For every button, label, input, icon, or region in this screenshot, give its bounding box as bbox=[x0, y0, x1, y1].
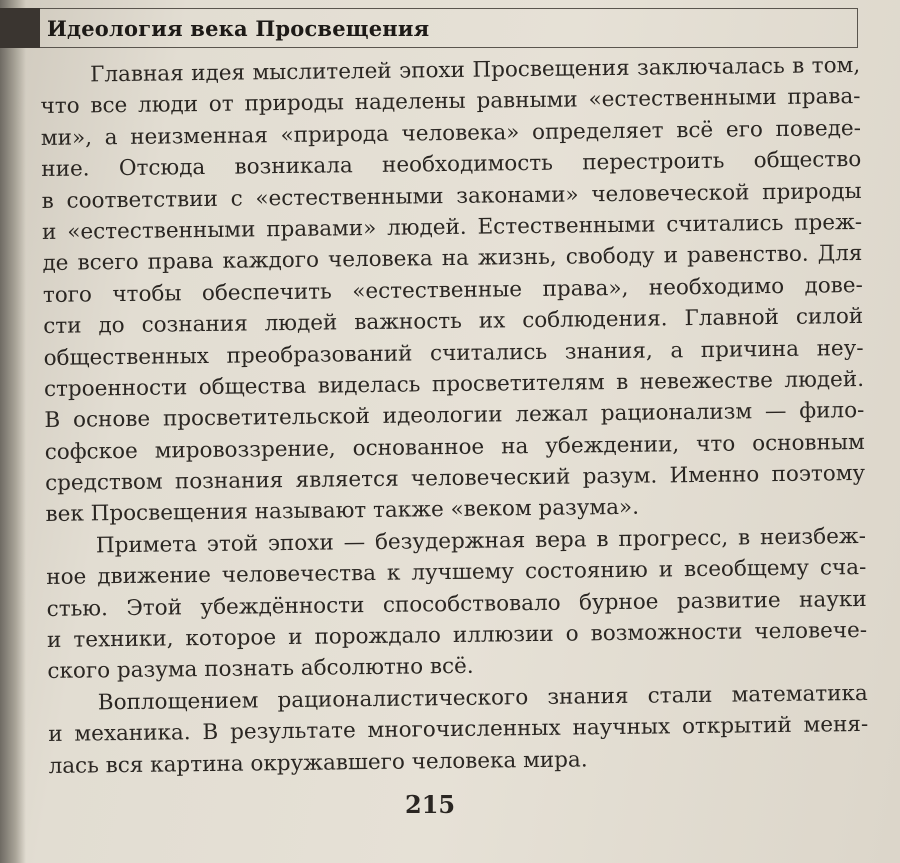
paragraph-1-line: ми», а неизменная «природа человека» определяет всё его поведе- bbox=[40, 115, 862, 151]
body-text bbox=[40, 50, 879, 782]
paragraph-1-line: в соответствии с «естественными законами» человеческой природы bbox=[41, 178, 862, 214]
paragraph-1-line: средством познания является человеческий разум. Именно поэтому bbox=[45, 461, 866, 497]
paragraph-1-line: В основе просветительской идеологии лежал рационализм — фило- bbox=[44, 398, 865, 434]
paragraph-1-line: общественных преобразований считались знания, а причина неу- bbox=[43, 335, 864, 371]
paragraph-1-line: век Просвещения называют также «веком разума». bbox=[45, 495, 640, 528]
section-title: Идеология века Просвещения bbox=[47, 16, 430, 41]
paragraph-2-line: Примета этой эпохи — безудержная вера в прогресс, в неизбеж- bbox=[95, 523, 867, 559]
paragraph-2-line: ное движение человечества к лучшему состоянию и всеобщему сча- bbox=[46, 555, 867, 591]
paragraph-1-line: что все люди от природы наделены равными «естественными права- bbox=[40, 84, 861, 120]
paragraph-3-line: и механика. В результате многочисленных научных открытий меня- bbox=[48, 712, 869, 748]
paragraph-1-line: софское мировоззрение, основанное на убеждении, что основным bbox=[44, 429, 865, 465]
paragraph-3-line: Воплощением рационалистического знания стали математика bbox=[97, 680, 868, 716]
paragraph-1-line: Главная идея мыслителей эпохи Просвещения заключалась в том, bbox=[90, 52, 861, 88]
paragraph-1-line: де всего права каждого человека на жизнь, свободу и равенство. Для bbox=[42, 241, 863, 277]
paragraph-3-line: лась вся картина окружавшего человека мира. bbox=[48, 746, 588, 779]
page-number: 215 bbox=[405, 790, 456, 819]
page-gutter-shadow bbox=[0, 0, 26, 863]
paragraph-1-line: того чтобы обеспечить «естественные права», необходимо дове- bbox=[42, 272, 863, 308]
paragraph-2-line: и техники, которое и порождало иллюзии о возможности человече- bbox=[46, 617, 868, 653]
header-marker-bar bbox=[0, 8, 40, 48]
paragraph-2-line: ского разума познать абсолютно всё. bbox=[47, 654, 474, 685]
paragraph-2-line: стью. Этой убеждённости способствовало бурное развитие науки bbox=[46, 586, 867, 622]
paragraph-1-line: ние. Отсюда возникала необходимость перестроить общество bbox=[41, 147, 862, 183]
paragraph-1-line: и «естественными правами» людей. Естественными считались преж- bbox=[41, 209, 863, 245]
paragraph-1-line: строенности общества виделась просветителям в невежестве людей. bbox=[43, 366, 865, 402]
paragraph-1-line: сти до сознания людей важность их соблюдения. Главной силой bbox=[43, 304, 864, 340]
